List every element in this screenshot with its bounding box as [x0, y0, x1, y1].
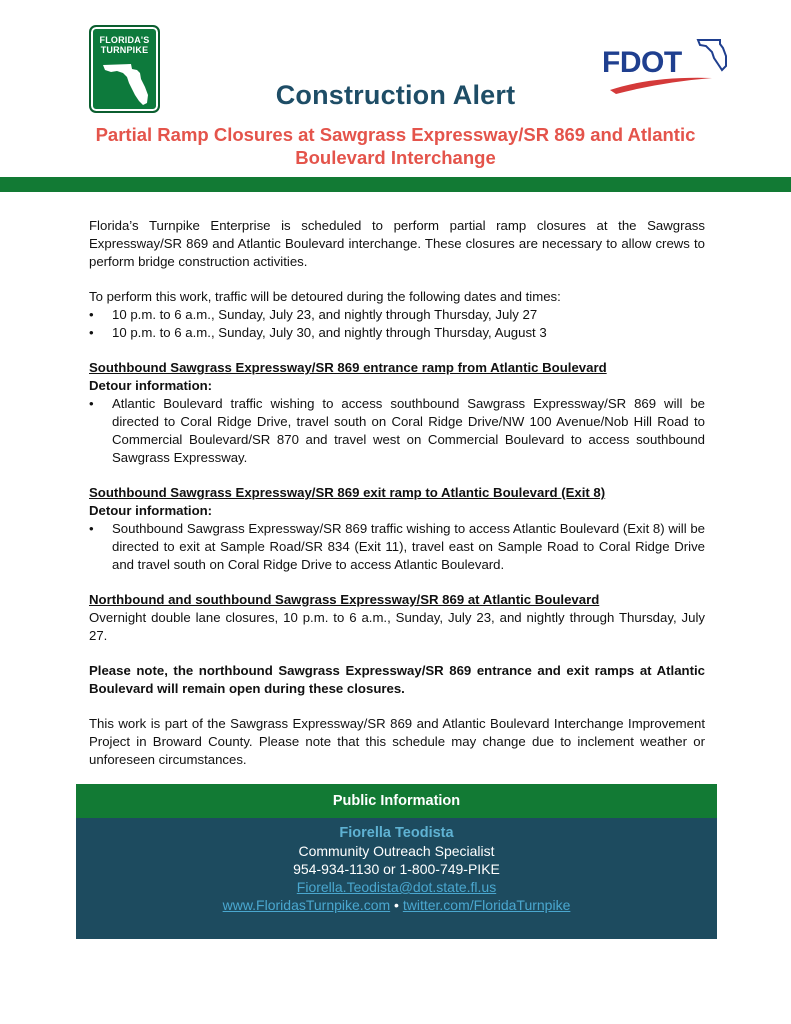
section-heading-lane-closures: Northbound and southbound Sawgrass Expressway/SR 869 at Atlantic Boulevard	[89, 592, 600, 607]
list-item: • 10 p.m. to 6 a.m., Sunday, July 23, and nightly through Thursday, July 27	[89, 307, 538, 322]
page-title: Construction Alert	[275, 80, 516, 110]
detour-label: Detour information:	[89, 503, 213, 518]
bullet-icon: •	[89, 325, 94, 340]
detour-label: Detour information:	[89, 378, 213, 393]
turnpike-logo-line1: FLORIDA'S	[99, 35, 150, 45]
closing-paragraph: This work is part of the Sawgrass Expressway/SR 869 and Atlantic Boulevard Interchange Improvement Project in Broward County. Please note that this schedule may change due to inclement weather or unforeseen circumstances.	[89, 716, 705, 767]
list-item: • 10 p.m. to 6 a.m., Sunday, July 30, and nightly through Thursday, August 3	[89, 325, 547, 340]
list-item: • Southbound Sawgrass Expressway/SR 869 traffic wishing to access Atlantic Boulevard (Exit 8) will be directed to exit at Sample Road/SR 834 (Exit 11), travel east on Sample Road to Coral Ridge Drive and travel south on Coral Ridge Drive to access Atlantic Boulevard.	[89, 521, 705, 572]
section-heading-sb-exit: Southbound Sawgrass Expressway/SR 869 exit ramp to Atlantic Boulevard (Exit 8)	[89, 485, 606, 500]
bullet-icon: •	[89, 521, 94, 536]
fdot-logo-text: FDOT	[602, 46, 682, 79]
section-heading-sb-entrance: Southbound Sawgrass Expressway/SR 869 entrance ramp from Atlantic Boulevard	[89, 360, 607, 375]
contact-role: Community Outreach Specialist	[298, 843, 495, 859]
turnpike-logo-line2: TURNPIKE	[100, 45, 149, 55]
bullet-icon: •	[89, 396, 94, 411]
website-link[interactable]: www.FloridasTurnpike.com	[222, 897, 391, 913]
public-information-header: Public Information	[76, 784, 717, 818]
contact-phone: 954-934-1130 or 1-800-749-PIKE	[293, 861, 500, 877]
twitter-link[interactable]: twitter.com/FloridaTurnpike	[402, 897, 571, 913]
schedule-lead: To perform this work, traffic will be detoured during the following dates and times:	[89, 289, 561, 304]
intro-paragraph: Florida’s Turnpike Enterprise is scheduled to perform partial ramp closures at the Sawgrass Expressway/SR 869 and Atlantic Boulevard interchange. These closures are necessary to allow crews to perform bridge construction activities.	[89, 218, 705, 269]
link-separator: •	[390, 897, 403, 913]
open-ramps-note: Please note, the northbound Sawgrass Expressway/SR 869 entrance and exit ramps at Atlantic Boulevard will remain open during these closures.	[89, 663, 705, 696]
schedule-list	[89, 306, 705, 342]
page-subtitle: Partial Ramp Closures at Sawgrass Expressway/SR 869 and Atlantic Boulevard Interchange	[95, 124, 696, 168]
list-item: • Atlantic Boulevard traffic wishing to access southbound Sawgrass Expressway/SR 869 will be directed to Coral Ridge Drive, travel south on Coral Ridge Drive/NW 100 Avenue/Nob Hill Road to Commercial Boulevard/SR 870 and travel west on Commercial Boulevard to access southbound Sawgrass Expressway.	[89, 396, 705, 465]
public-information-box	[76, 784, 717, 939]
bullet-icon: •	[89, 307, 94, 322]
lane-closure-text: Overnight double lane closures, 10 p.m. to 6 a.m., Sunday, July 23, and nightly through Thursday, July 27.	[89, 610, 705, 643]
contact-name: Fiorella Teodista	[339, 825, 454, 841]
header-divider-band	[0, 177, 791, 192]
alert-body	[89, 217, 705, 769]
contact-email-link[interactable]: Fiorella.Teodista@dot.state.fl.us	[296, 879, 497, 895]
